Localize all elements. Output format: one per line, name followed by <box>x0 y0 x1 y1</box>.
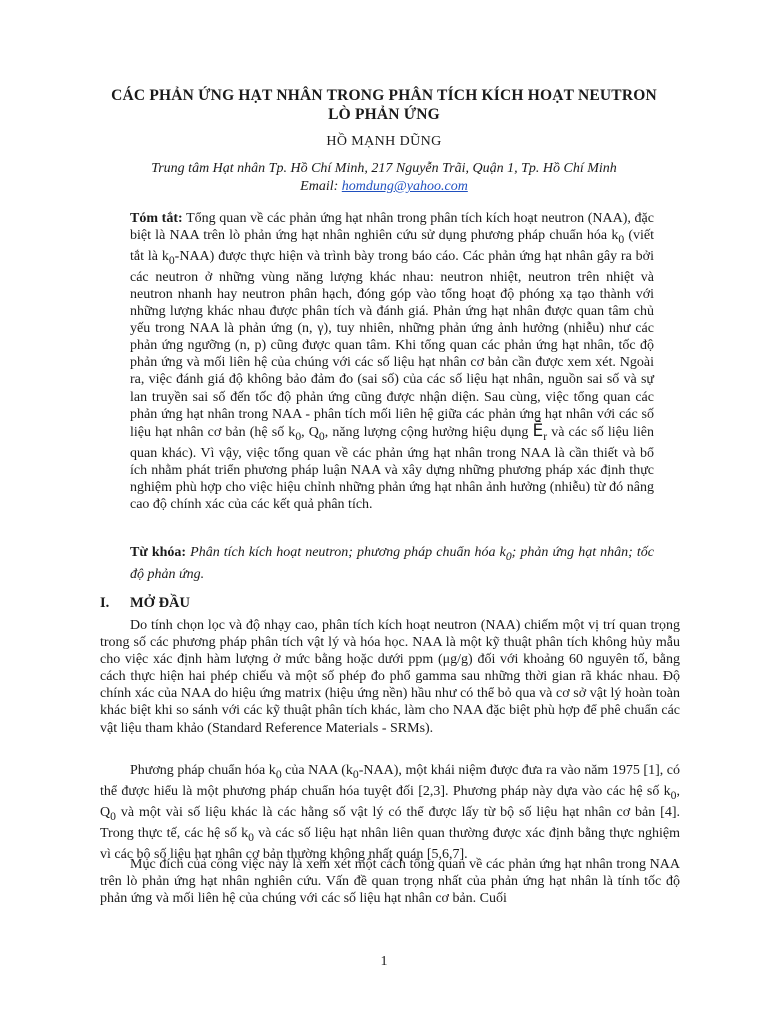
subscript: 0 <box>618 232 625 246</box>
paper-title <box>60 86 708 124</box>
section-number: I. <box>100 595 110 611</box>
abstract-text: Tổng quan về các phản ứng hạt nhân trong phân tích kích hoạt neutron (NAA), đặc biệt là NAA trên lò phản ứng hạt nhân nghiên cứu sử dụng phương pháp chuẩn hóa k <box>130 211 654 244</box>
para2-text: và một vài số liệu khác là các hằng số vật lý có thể được lấy từ bộ số liệu hạt nhân cơ bản [4]. Trong thực tế, các hệ số k <box>100 804 680 841</box>
abstract-text: , Q <box>301 424 319 440</box>
subscript: 0 <box>318 429 325 443</box>
para2-text: của NAA (k <box>281 763 353 778</box>
page-number: 1 <box>380 954 388 969</box>
title-line-2: LÒ PHẢN ỨNG <box>328 106 440 123</box>
email-link[interactable]: homdung@yahoo.com <box>341 179 468 194</box>
subscript: 0 <box>505 549 512 563</box>
para2-text: và các số liệu hạt nhân liên quan thường được xác định bằng thực nghiệm vì các bộ số liệu hạt nhân cơ bản thường không nhất quán [5,6,7]. <box>100 825 681 862</box>
abstract-text: (viết tắt là k <box>130 228 655 264</box>
subscript: 0 <box>352 767 359 781</box>
keywords-text-b: ; phản ứng hạt nhân; tốc độ phản ứng. <box>130 545 654 582</box>
abstract-text: và các số liệu liên quan khác). Vì vậy, việc tổng quan về các phản ứng hạt nhân trong NAA là cần thiết và bổ ích nhằm phát triển phương pháp luận NAA và xây dựng những phương pháp xác định thực nghiệm phù hợp cho việc hiệu chỉnh những phản ứng hạt nhân ảnh hưởng (nhiễu) từ đó nâng cao độ chính xác của các kết quả phân tích. <box>130 424 654 512</box>
subscript: 0 <box>168 253 175 267</box>
abstract <box>130 210 654 513</box>
paragraph-1: Do tính chọn lọc và độ nhạy cao, phân tích kích hoạt neutron (NAA) chiếm một vị trí quan trọng trong số các phương pháp phân tích vật lý và hóa học. NAA là một kỹ thuật phân tích không hủy mẫu cho việc xác định hàm lượng ở mức bằng hoặc dưới ppm (μg/g) đối với khoảng 60 nguyên tố, bằng cách thực hiện hai phép chiếu và một số phép đo phổ gamma sau những thời gian rã khác nhau. Độ chính xác của NAA do hiệu ứng matrix (hiệu ứng nền) hầu như có thể bỏ qua và cơ sở vật lý hoàn toàn khác biệt khi so sánh với các kỹ thuật phân tích khác, làm cho NAA đặc biệt phù hợp để phê chuẩn các vật liệu tham khảo (Standard Reference Materials - SRMs). <box>100 618 680 736</box>
keywords-text <box>130 545 654 582</box>
subscript: r <box>543 429 548 443</box>
abstract-text: , năng lượng cộng hưởng hiệu dụng <box>324 424 533 440</box>
subscript: 0 <box>670 788 677 802</box>
affiliation-block <box>0 160 768 196</box>
paragraph-3: Mục đích của công việc này là xem xét một cách tổng quan về các phản ứng hạt nhân trong NAA trên lò phản ứng hạt nhân nghiên cứu. Vấn đề quan trọng nhất của phản ứng hạt nhân là tính tốc độ phản ứng và mối liên hệ của chúng với các số liệu hạt nhân cơ bản. Cuối <box>100 857 680 907</box>
resonance-energy-symbol: Ē <box>532 420 544 441</box>
title-line-1: CÁC PHẢN ỨNG HẠT NHÂN TRONG PHÂN TÍCH KÍCH HOẠT NEUTRON <box>111 87 657 104</box>
section-title: MỞ ĐẦU <box>130 595 191 611</box>
keywords-label: Từ khóa: <box>130 545 187 560</box>
abstract-text: -NAA) được thực hiện và trình bày trong báo cáo. Các phản ứng hạt nhân gây ra bởi các neutron ở những vùng năng lượng khác nhau: neutron nhiệt, neutron trên nhiệt và neutron nhanh hay neutron phân hạch, đóng góp vào tổng hoạt độ phóng xạ tạo thành với những lượng khác nhau được phân tích và đánh giá. Phản ứng hạt nhân được quan tâm chủ yếu trong NAA là phản ứng (n, γ), tuy nhiên, những phản ứng ảnh hưởng (nhiễu) như các phản ứng ngưỡng (n, p) cũng được quan tâm. Khi tổng quan các phản ứng hạt nhân, tốc độ phản ứng và mối liên hệ của chúng với các số liệu hạt nhân cơ bản cần được xem xét. Ngoài ra, việc đánh giá độ không bảo đảm đo (sai số) của các số liệu hạt nhân, nguồn sai số và sự lan truyền sai số đến tốc độ phản ứng cũng được nhận diện. Sau cùng, việc tổng quan các phản ứng hạt nhân trong NAA - phân tích mối liên hệ giữa các phản ứng hạt nhân với các số liệu hạt nhân cơ bản (hệ số k <box>130 248 654 440</box>
subscript: 0 <box>248 830 254 844</box>
email-label: Email: <box>300 179 339 194</box>
affiliation: Trung tâm Hạt nhân Tp. Hồ Chí Minh, 217 Nguyễn Trãi, Quận 1, Tp. Hồ Chí Minh <box>151 161 617 176</box>
paragraph-2 <box>100 762 680 863</box>
subscript: 0 <box>110 809 116 823</box>
para2-text: , Q <box>100 783 680 820</box>
keywords <box>130 544 654 584</box>
author-name: HỒ MẠNH DŨNG <box>326 134 442 149</box>
subscript: 0 <box>275 767 282 781</box>
para2-text: Phương pháp chuẩn hóa k <box>130 763 276 778</box>
keywords-text-a: Phân tích kích hoạt neutron; phương pháp chuẩn hóa k <box>186 545 506 560</box>
abstract-label: Tóm tắt: <box>130 211 183 226</box>
para2-text: -NAA), một khái niệm được đưa ra vào năm 1975 [1], có thể được hiểu là một phương pháp chuẩn hóa tuyệt đối [2,3]. Phương pháp này dựa vào các hệ số k <box>100 763 680 799</box>
subscript: 0 <box>295 429 302 443</box>
